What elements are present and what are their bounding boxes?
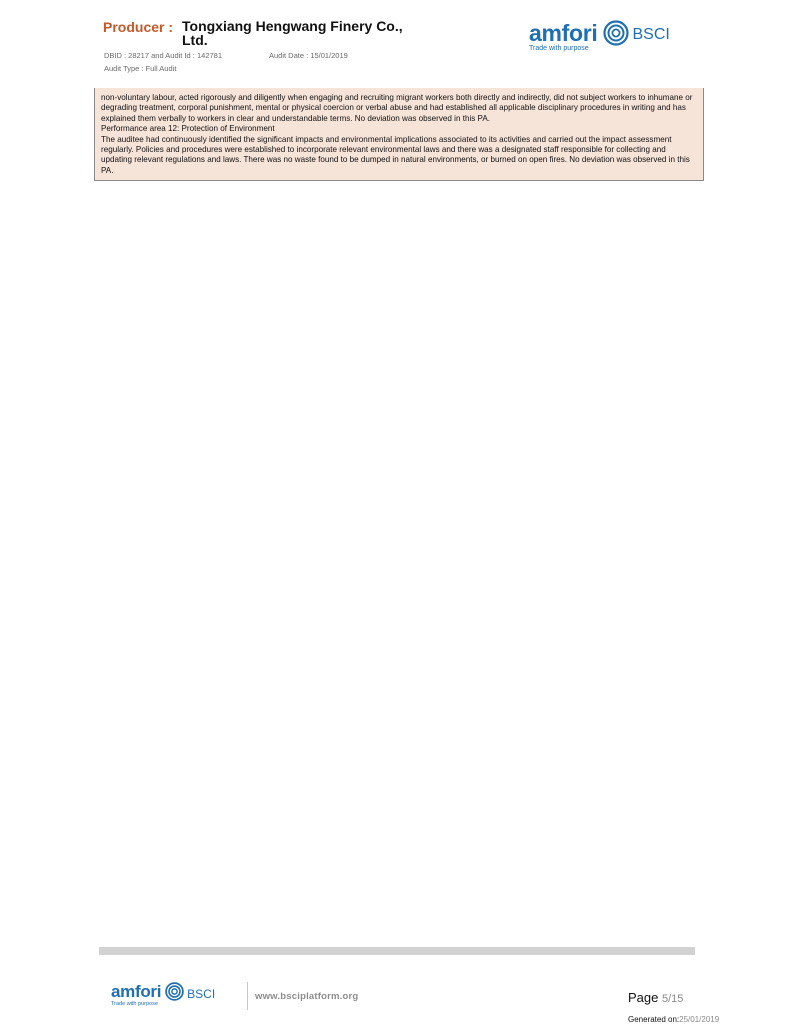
amfori-bsci-logo <box>529 22 670 52</box>
footer-logo-bsci: BSCI <box>187 987 216 1001</box>
footer-url: www.bsciplatform.org <box>255 991 359 1002</box>
audit-date: Audit Date : 15/01/2019 <box>269 51 348 60</box>
audit-type: Audit Type : Full Audit <box>104 64 177 73</box>
producer-label: Producer : <box>103 19 174 35</box>
footer-logo-wordmark: amfori <box>111 982 162 1001</box>
paragraph-labour: non-voluntary labour, acted rigorously and diligently when engaging and recruiting migrant workers both directly and indirectly, did not subject workers to inhumane or degrading treatment, corporal punishment, mental or physical coercion or verbal abuse and had established all applicable disciplinary procedures in writing and has explained them verbally to workers in clear and understandable terms. No deviation was observed in this PA. <box>101 93 693 123</box>
page-label: Page <box>628 990 659 1005</box>
page-number <box>628 990 683 1005</box>
logo-tagline: Trade with purpose <box>529 45 589 52</box>
generated-on <box>628 1015 719 1024</box>
performance-area-heading: Performance area 12: Protection of Environment <box>101 124 275 134</box>
footer-bar <box>99 947 695 955</box>
footer-amfori-bsci-logo <box>111 984 215 1007</box>
logo-wordmark: amfori <box>529 20 598 46</box>
footer-amfori-ring-icon <box>165 982 184 1006</box>
page-of: 5/15 <box>662 993 684 1005</box>
paragraph-environment: The auditee had continuously identified the significant impacts and environmental implications associated to its activities and carried out the impact assessment regularly. Policies and procedures were established to incorporate relevant environmental laws and there was a designated staff responsible for collecting and updating relevant regulations and laws. There was no waste found to be dumped in natural environments, or burned on open fires. No deviation was observed in this PA. <box>101 134 690 175</box>
dbid-audit-id: DBID : 28217 and Audit Id : 142781 <box>104 51 223 60</box>
footer-divider <box>247 982 248 1010</box>
generated-date: 25/01/2019 <box>679 1015 720 1024</box>
company-name: Tongxiang Hengwang Finery Co., Ltd. <box>182 18 403 48</box>
generated-label: Generated on: <box>628 1015 680 1024</box>
amfori-ring-icon <box>603 20 629 51</box>
logo-bsci: BSCI <box>632 26 670 43</box>
footer-logo-tagline: Trade with purpose <box>111 1001 158 1007</box>
audit-summary-box <box>94 88 704 181</box>
